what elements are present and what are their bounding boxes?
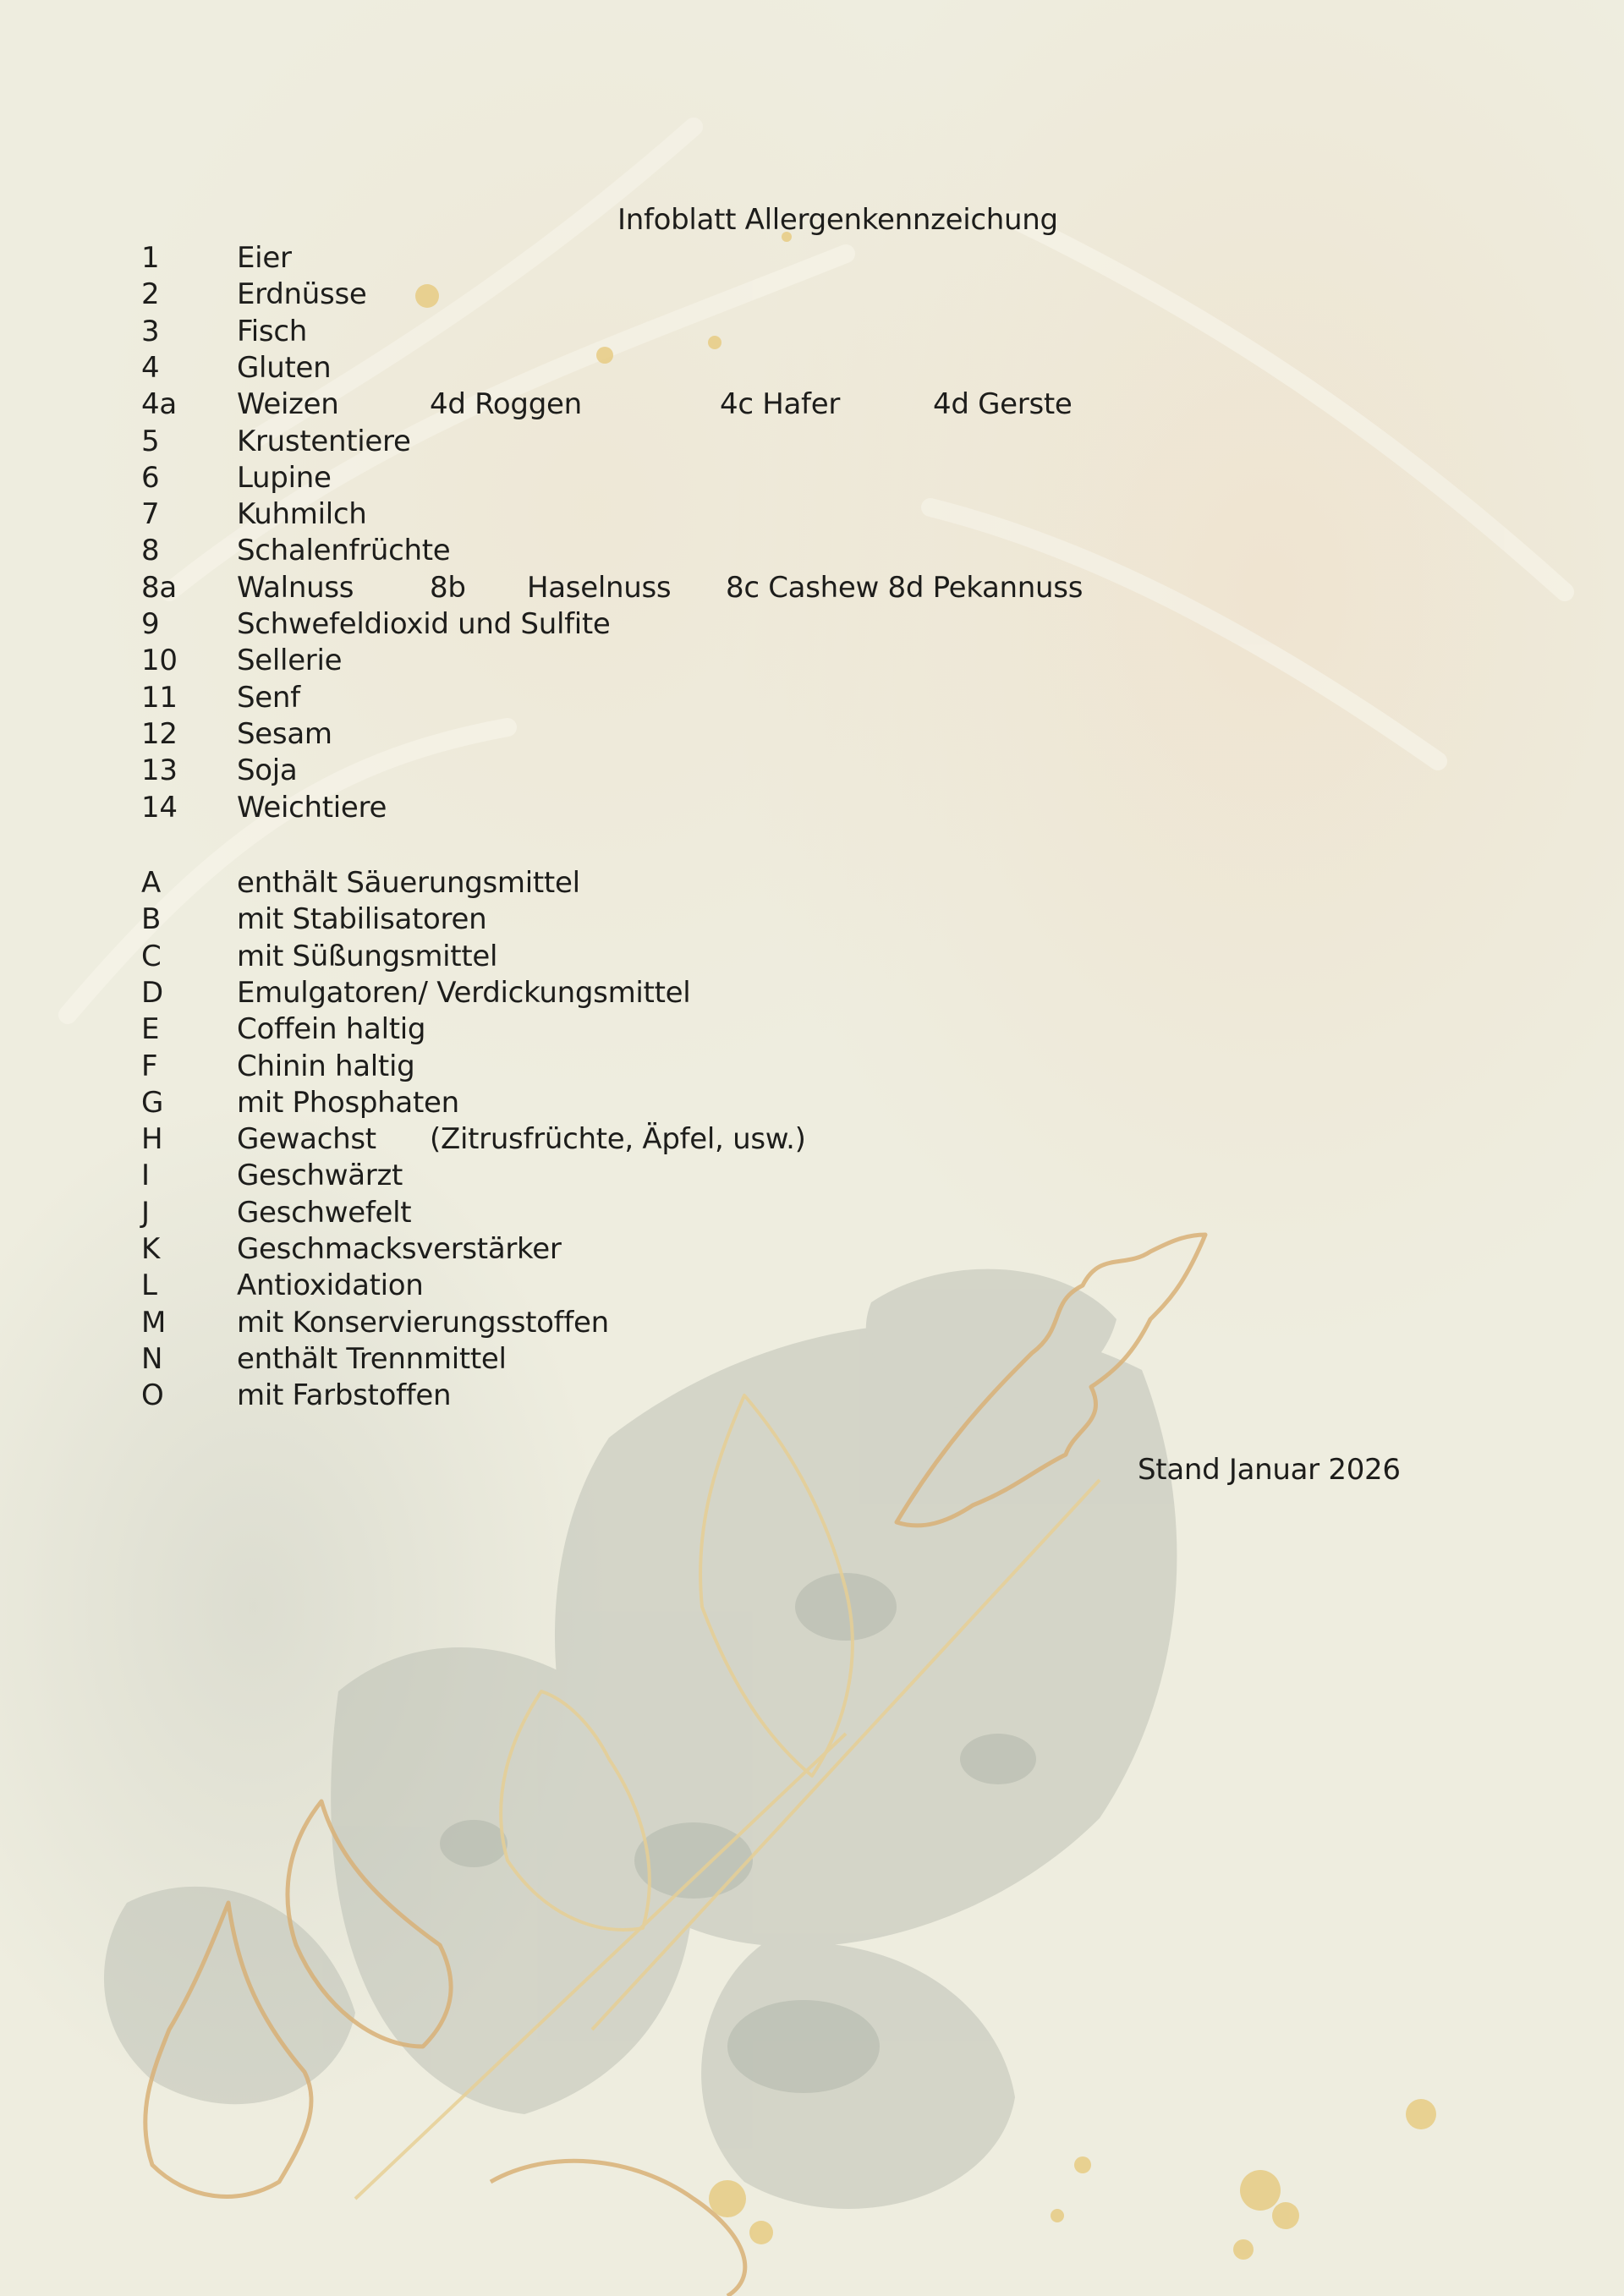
entry-code: 7 — [141, 497, 160, 532]
additive-row — [0, 1231, 1624, 1268]
entry-code: F — [141, 1049, 158, 1083]
allergen-row — [0, 496, 1624, 533]
allergen-row — [0, 790, 1624, 826]
allergen-row — [0, 533, 1624, 569]
revision-date: Stand Januar 2026 — [1138, 1453, 1401, 1487]
allergen-row — [0, 680, 1624, 716]
entry-code: E — [141, 1012, 160, 1047]
allergen-row — [0, 350, 1624, 386]
entry-name: mit Süßungsmittel — [237, 939, 498, 973]
allergen-row — [0, 570, 1624, 606]
entry-name: Senf — [237, 680, 300, 715]
entry-code: H — [141, 1122, 163, 1157]
entry-code: 5 — [141, 424, 160, 458]
additive-row — [0, 1378, 1624, 1414]
page-title: Infoblatt Allergenkennzeichung — [617, 203, 1058, 237]
allergen-row — [0, 424, 1624, 460]
entry-name: Antioxidation — [237, 1269, 424, 1303]
entry-name: Geschwärzt — [237, 1159, 403, 1193]
entry-code: A — [141, 866, 161, 900]
entry-code: 10 — [141, 644, 178, 678]
entry-code: 6 — [141, 460, 160, 495]
allergen-row — [0, 386, 1624, 423]
entry-code: 13 — [141, 753, 178, 788]
entry-code: 2 — [141, 277, 160, 312]
additive-row — [0, 939, 1624, 975]
entry-name: enthält Trennmittel — [237, 1341, 507, 1376]
entry-code: J — [141, 1195, 150, 1230]
entry-subtype: Haselnuss — [527, 570, 672, 605]
entry-subtype: 8b — [430, 570, 466, 605]
entry-subtype: 8c Cashew 8d Pekannuss — [726, 570, 1084, 605]
entry-code: 4 — [141, 350, 160, 385]
entry-code: M — [141, 1305, 167, 1340]
entry-name: mit Farbstoffen — [237, 1378, 452, 1413]
entry-code: 4a — [141, 387, 177, 422]
entry-subtype: 4c Hafer — [720, 387, 841, 422]
entry-code: 1 — [141, 241, 160, 275]
entry-name: mit Konservierungsstoffen — [237, 1305, 609, 1340]
entry-code: C — [141, 939, 162, 973]
entry-code: B — [141, 902, 162, 937]
entry-name: Sellerie — [237, 644, 343, 678]
additive-row — [0, 1158, 1624, 1194]
entry-code: L — [141, 1269, 157, 1303]
entry-code: 14 — [141, 790, 178, 825]
allergen-row — [0, 240, 1624, 277]
entry-name: Weizen — [237, 387, 339, 422]
entry-code: 8 — [141, 534, 160, 568]
allergen-row — [0, 277, 1624, 313]
entry-name: Gewachst — [237, 1122, 376, 1157]
additive-row — [0, 1085, 1624, 1121]
entry-name: Emulgatoren/ Verdickungsmittel — [237, 975, 691, 1010]
entry-subtype: (Zitrusfrüchte, Äpfel, usw.) — [430, 1122, 806, 1157]
entry-name: Chinin haltig — [237, 1049, 415, 1083]
allergen-row — [0, 460, 1624, 496]
entry-name: enthält Säuerungsmittel — [237, 866, 580, 900]
entry-name: Eier — [237, 241, 292, 275]
allergen-row — [0, 753, 1624, 789]
allergen-row — [0, 716, 1624, 753]
entry-name: Gluten — [237, 350, 332, 385]
entry-code: N — [141, 1341, 163, 1376]
allergen-row — [0, 314, 1624, 350]
entry-name: Weichtiere — [237, 790, 387, 825]
entry-name: Erdnüsse — [237, 277, 367, 312]
entry-name: Lupine — [237, 460, 332, 495]
additive-row — [0, 901, 1624, 938]
entry-name: Schalenfrüchte — [237, 534, 451, 568]
additive-row — [0, 1268, 1624, 1304]
additive-row — [0, 1049, 1624, 1085]
allergen-row — [0, 643, 1624, 679]
entry-code: I — [141, 1159, 150, 1193]
additive-row — [0, 1305, 1624, 1341]
additive-row — [0, 975, 1624, 1011]
entry-code: 8a — [141, 570, 177, 605]
additive-row — [0, 865, 1624, 901]
entry-name: Krustentiere — [237, 424, 411, 458]
additive-row — [0, 1341, 1624, 1378]
entry-code: 11 — [141, 680, 178, 715]
entry-name: mit Phosphaten — [237, 1085, 459, 1120]
entry-subtype: 4d Gerste — [933, 387, 1073, 422]
entry-code: 3 — [141, 314, 160, 348]
allergen-row — [0, 606, 1624, 643]
entry-name: Walnuss — [237, 570, 354, 605]
entry-subtype: 4d Roggen — [430, 387, 582, 422]
entry-name: Geschwefelt — [237, 1195, 412, 1230]
entry-code: G — [141, 1085, 164, 1120]
entry-name: mit Stabilisatoren — [237, 902, 487, 937]
entry-code: K — [141, 1232, 160, 1266]
entry-code: 9 — [141, 607, 160, 641]
additive-row — [0, 1195, 1624, 1231]
entry-name: Sesam — [237, 716, 332, 751]
entry-name: Geschmacksverstärker — [237, 1232, 562, 1266]
additive-row — [0, 1121, 1624, 1158]
entry-name: Fisch — [237, 314, 307, 348]
additive-row — [0, 1011, 1624, 1048]
entry-name: Schwefeldioxid und Sulfite — [237, 607, 611, 641]
entry-name: Soja — [237, 753, 298, 788]
entry-name: Coffein haltig — [237, 1012, 426, 1047]
entry-code: 12 — [141, 716, 178, 751]
entry-code: D — [141, 975, 163, 1010]
entry-code: O — [141, 1378, 164, 1413]
entry-name: Kuhmilch — [237, 497, 367, 532]
